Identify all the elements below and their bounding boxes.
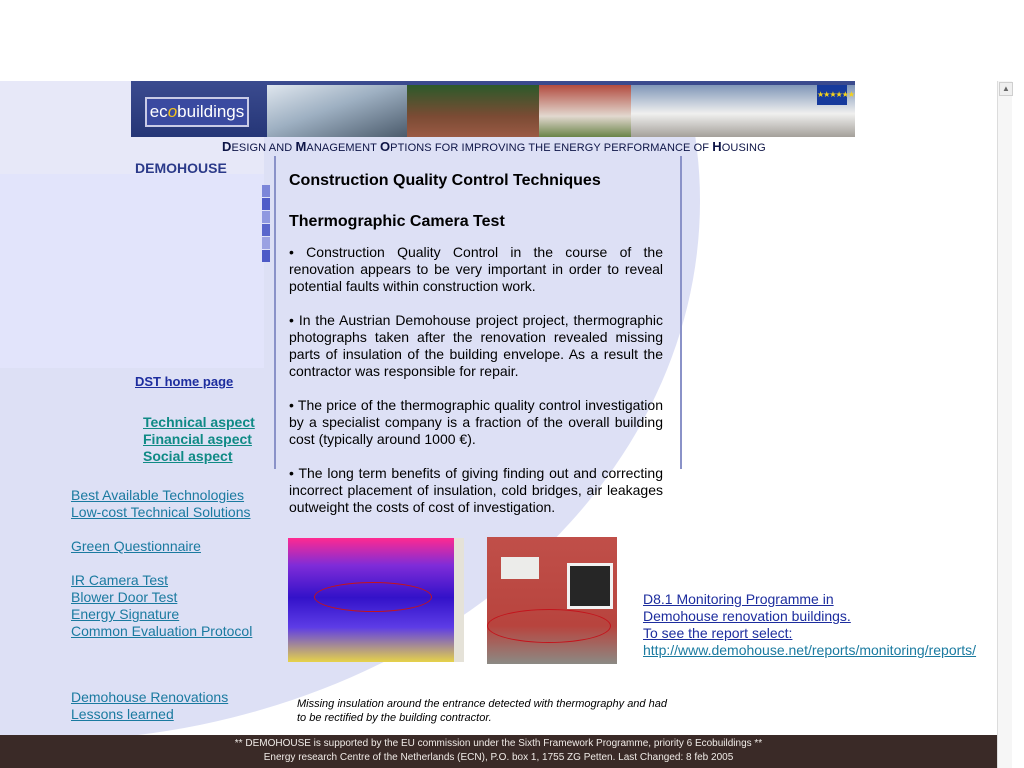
decorative-square — [262, 224, 270, 236]
best-available-technologies-link[interactable]: Best Available Technologies — [71, 487, 245, 503]
report-url-link[interactable]: http://www.demohouse.net/reports/monitoring/reports/ — [643, 642, 977, 658]
dst-home-link[interactable]: DST home page — [135, 374, 234, 389]
common-evaluation-protocol-link[interactable]: Common Evaluation Protocol — [71, 623, 253, 639]
banner-photo-brick-building — [407, 85, 539, 137]
report-subtitle-link[interactable]: Demohouse renovation buildings. — [643, 608, 851, 624]
lessons-learned-link[interactable]: Lessons learned — [71, 706, 174, 722]
highlight-ellipse — [487, 609, 611, 643]
content-divider-left — [274, 156, 276, 469]
left-navigation — [71, 487, 252, 640]
sidebar-panel — [0, 174, 264, 368]
report-title-link[interactable]: D8.1 Monitoring Programme in — [643, 591, 834, 607]
page-footer — [0, 735, 997, 768]
site-tagline: DESIGN AND MANAGEMENT OPTIONS FOR IMPROVING THE ENERGY PERFORMANCE OF HOUSING — [222, 139, 766, 154]
demohouse-renovations-link[interactable]: Demohouse Renovations — [71, 689, 229, 705]
site-label: DEMOHOUSE — [135, 160, 227, 176]
eu-flag-icon: ★★★★★★ — [817, 85, 847, 105]
paragraph: • The price of the thermographic quality control investigation by a specialist company is a fraction of the overall building cost (typically around 1000 €). — [289, 397, 663, 447]
ecobuildings-logo[interactable]: ecobuildings — [145, 97, 249, 127]
low-cost-technical-solutions-link[interactable]: Low-cost Technical Solutions — [71, 504, 251, 520]
footer-line-2: Energy research Centre of the Netherlands (ECN), P.O. box 1, 1755 ZG Petten. Last Changed: 8 feb 2005 — [263, 752, 734, 763]
decorative-square — [262, 250, 270, 262]
content-divider-right — [680, 156, 682, 469]
decorative-square — [262, 198, 270, 210]
energy-signature-link[interactable]: Energy Signature — [71, 606, 180, 622]
decorative-squares — [262, 185, 270, 263]
financial-aspect-link[interactable]: Financial aspect — [143, 431, 252, 447]
paragraph: • In the Austrian Demohouse project project, thermographic photographs taken after the renovation revealed missing parts of insulation of the building envelope. As a result the contractor was responsible for repair. — [289, 312, 663, 379]
social-aspect-link[interactable]: Social aspect — [143, 448, 233, 464]
decorative-square — [262, 185, 270, 197]
page-title: Construction Quality Control Techniques — [289, 172, 601, 189]
report-select-link[interactable]: To see the report select: — [643, 625, 793, 641]
technical-aspect-link[interactable]: Technical aspect — [143, 414, 255, 430]
highlight-ellipse — [314, 582, 432, 612]
main-content — [289, 172, 663, 533]
paragraph: • The long term benefits of giving finding out and correcting incorrect placement of insulation, cold bridges, air leakages outweight the costs of cost of investigation. — [289, 465, 663, 515]
building-entrance-photo — [487, 537, 617, 664]
report-link-block — [643, 591, 976, 659]
banner-photo-apartment-block — [539, 85, 631, 137]
paragraph: • Construction Quality Control in the course of the renovation appears to be very important in order to reveal potential faults within construction work. — [289, 244, 663, 294]
decorative-square — [262, 237, 270, 249]
left-navigation-bottom — [71, 689, 228, 723]
green-questionnaire-link[interactable]: Green Questionnaire — [71, 538, 201, 554]
photo-window — [501, 557, 539, 579]
aspect-links — [143, 414, 255, 465]
ir-camera-test-link[interactable]: IR Camera Test — [71, 572, 168, 588]
thermographic-image — [288, 538, 464, 662]
section-title: Thermographic Camera Test — [289, 213, 505, 230]
blower-door-test-link[interactable]: Blower Door Test — [71, 589, 178, 605]
image-caption: Missing insulation around the entrance detected with thermography and had to be rectified by the building contractor. — [297, 698, 667, 724]
scroll-up-icon[interactable]: ▲ — [999, 82, 1013, 96]
photo-window — [567, 563, 613, 609]
vertical-scrollbar[interactable] — [997, 81, 1012, 768]
banner-photo-modern-building — [267, 85, 407, 137]
footer-line-1: ** DEMOHOUSE is supported by the EU commission under the Sixth Framework Programme, priority 6 Ecobuildings ** — [234, 738, 763, 749]
decorative-square — [262, 211, 270, 223]
site-banner — [131, 81, 855, 137]
